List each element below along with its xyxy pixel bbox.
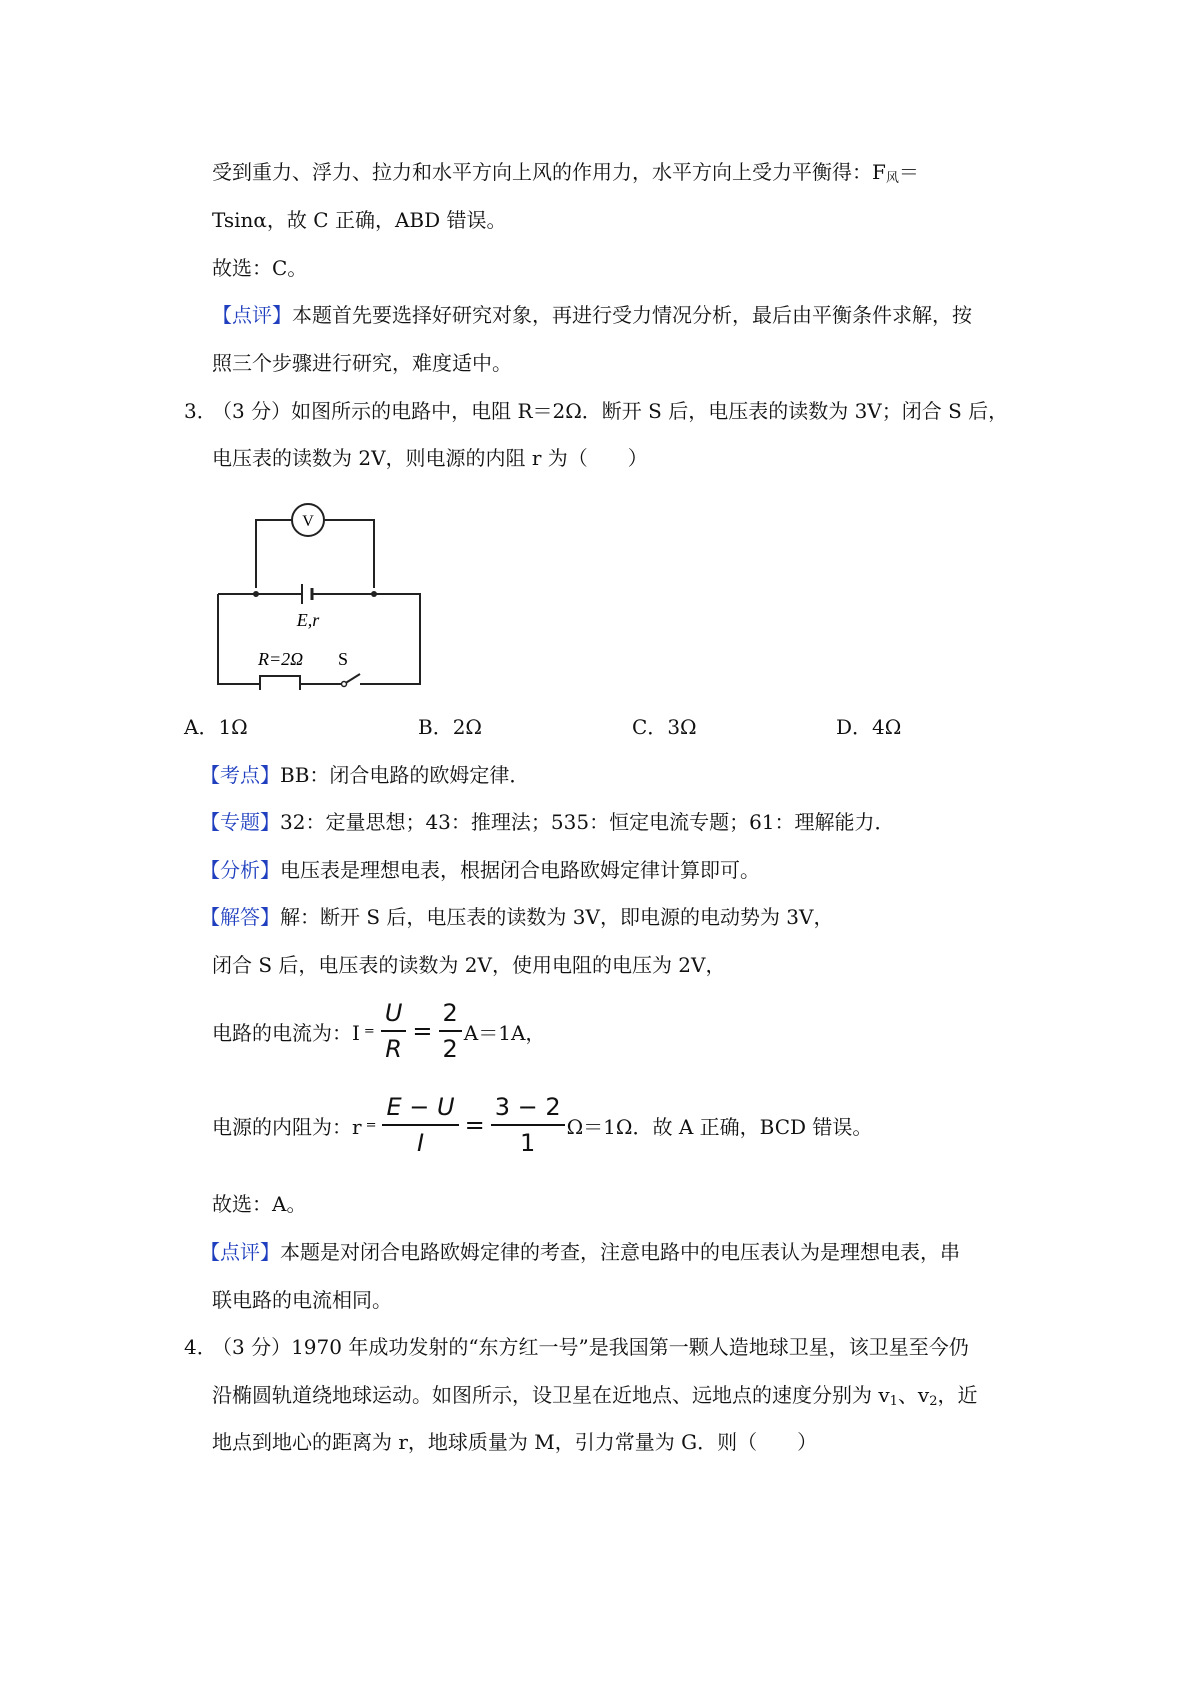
kaodian-tag: 【考点】 [200, 763, 280, 787]
review-tag: 【点评】 [200, 1240, 280, 1264]
option-d: D．4Ω [836, 715, 902, 739]
answer: 故选：A。 [212, 1192, 307, 1216]
prev-review-cont: 照三个步骤进行研究，难度适中。 [212, 351, 512, 375]
question-3-stem-2: 电压表的读数为 2V，则电源的内阻 r 为（ ） [212, 446, 648, 470]
zhuanti: 【专题】32：定量思想；43：推理法；535：恒定电流专题；61：理解能力． [200, 810, 895, 834]
voltmeter-label: V [302, 513, 314, 530]
question-4-stem-1: （3 分）1970 年成功发射的“东方红一号”是我国第一颗人造地球卫星，该卫星至今仍 [212, 1335, 969, 1359]
prev-review: 【点评】本题首先要选择好研究对象，再进行受力情况分析，最后由平衡条件求解，按 [212, 303, 972, 327]
question-3-stem-1: （3 分）如图所示的电路中，电阻 R＝2Ω．断开 S 后，电压表的读数为 3V；闭合 S 后， [212, 399, 1009, 423]
switch-label: S [338, 649, 349, 669]
question-number: 3． [184, 399, 217, 423]
question-number: 4． [184, 1335, 217, 1359]
prev-solution-line-2: Tsinα，故 C 正确，ABD 错误。 [212, 208, 507, 232]
jieda-tag: 【解答】 [200, 905, 280, 929]
jieda: 【解答】解：断开 S 后，电压表的读数为 3V，即电源的电动势为 3V， [200, 905, 834, 929]
prev-answer: 故选：C。 [212, 256, 308, 280]
fenxi-tag: 【分析】 [200, 858, 280, 882]
resistor-label: R=2Ω [258, 649, 304, 669]
option-b: B．2Ω [418, 715, 483, 739]
current-formula: 电路的电流为：I = $\frac{U}{R}$ = $\frac{2}{2}$ A＝1A， [212, 996, 545, 1066]
prev-solution-line-1: 受到重力、浮力、拉力和水平方向上风的作用力，水平方向上受力平衡得：$F_风=$ [212, 160, 919, 186]
resistor-symbol [260, 676, 300, 690]
option-c: C．3Ω [632, 715, 697, 739]
review-tag: 【点评】 [212, 303, 292, 327]
circuit-diagram [210, 490, 430, 690]
question-4-stem-3: 地点到地心的距离为 r，地球质量为 M，引力常量为 G．则（ ） [212, 1430, 818, 1454]
jieda-line-2: 闭合 S 后，电压表的读数为 2V，使用电阻的电压为 2V， [212, 953, 726, 977]
option-a: A．1Ω [184, 715, 248, 739]
zhuanti-tag: 【专题】 [200, 810, 280, 834]
resistance-formula: 电源的内阻为：r = $\frac{E - U}{I}$ = $\frac{3 - 2}{1}$ Ω＝1Ω．故 A 正确，BCD 错误。 [212, 1090, 872, 1160]
battery-label: E,r [296, 610, 320, 630]
question-4-stem-2: 沿椭圆轨道绕地球运动。如图所示，设卫星在近地点、远地点的速度分别为 $v_1$、$v_2$，近 [212, 1383, 978, 1409]
kaodian: 【考点】BB：闭合电路的欧姆定律． [200, 763, 530, 787]
review-cont: 联电路的电流相同。 [212, 1288, 392, 1312]
fenxi: 【分析】电压表是理想电表，根据闭合电路欧姆定律计算即可。 [200, 858, 760, 882]
review: 【点评】本题是对闭合电路欧姆定律的考查，注意电路中的电压表认为是理想电表，串 [200, 1240, 960, 1264]
